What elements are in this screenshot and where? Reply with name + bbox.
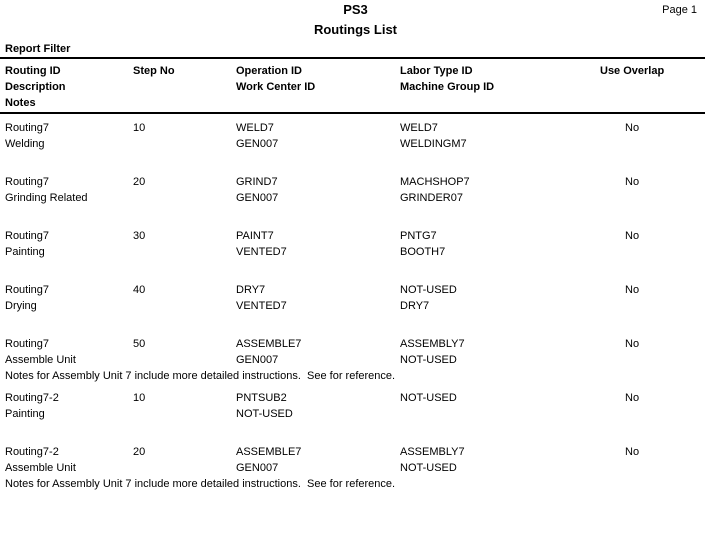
cell-machine-group-id: NOT-USED [400,462,457,474]
cell-routing-id: Routing7-2 [5,446,59,458]
col-header-labor-type-id: Labor Type ID [400,65,473,77]
routing-cell-group [5,336,133,368]
table-row [0,330,711,384]
column-group-step [133,63,236,111]
step-cell-group [133,174,236,206]
cell-labor-type-id: ASSEMBLY7 [400,338,465,350]
cell-use-overlap: No [625,122,640,134]
table-row [0,276,711,330]
report-header [0,0,711,56]
column-group-labor [400,63,600,111]
cell-description: Painting [5,246,45,258]
col-header-step-no: Step No [133,65,175,77]
overlap-cell-group [600,282,705,314]
cell-labor-type-id: NOT-USED [400,392,457,404]
cell-use-overlap: No [625,284,640,296]
cell-work-center-id: GEN007 [236,192,279,204]
col-header-notes: Notes [5,97,36,109]
report-title: PS3 [343,2,368,17]
routing-cell-group [5,390,133,422]
step-cell-group [133,390,236,422]
step-cell-group [133,120,236,152]
operation-cell-group [236,444,400,476]
cell-operation-id: ASSEMBLE7 [236,338,302,350]
cell-use-overlap: No [625,392,640,404]
labor-cell-group [400,174,600,206]
labor-cell-group [400,336,600,368]
routing-cell-group [5,120,133,152]
cell-notes [0,314,711,330]
col-header-machine-group-id: Machine Group ID [400,81,495,93]
routing-cell-group [5,174,133,206]
cell-operation-id: PNTSUB2 [236,392,287,404]
cell-work-center-id: GEN007 [236,462,279,474]
labor-cell-group [400,228,600,260]
table-row [0,438,711,492]
operation-cell-group [236,120,400,152]
cell-work-center-id: GEN007 [236,354,279,366]
table-row-fields [0,174,711,206]
operation-cell-group [236,336,400,368]
page-number: Page 1 [662,4,697,16]
table-row [0,168,711,222]
col-header-routing-id: Routing ID [5,65,61,77]
table-row [0,222,711,276]
cell-routing-id: Routing7 [5,230,50,242]
routing-cell-group [5,228,133,260]
cell-notes: Notes for Assembly Unit 7 include more detailed instructions. See for reference. [5,478,396,490]
cell-machine-group-id: WELDINGM7 [400,138,467,150]
step-cell-group [133,444,236,476]
cell-step-no: 50 [133,338,146,350]
cell-operation-id: DRY7 [236,284,266,296]
table-body [0,114,711,492]
cell-work-center-id: VENTED7 [236,246,287,258]
col-header-use-overlap: Use Overlap [600,65,665,77]
column-group-routing [5,63,133,111]
table-row-fields [0,336,711,368]
labor-cell-group [400,120,600,152]
overlap-cell-group [600,444,705,476]
cell-routing-id: Routing7 [5,284,50,296]
cell-labor-type-id: NOT-USED [400,284,457,296]
cell-notes: Notes for Assembly Unit 7 include more detailed instructions. See for reference. [5,370,396,382]
cell-step-no: 20 [133,176,146,188]
labor-cell-group [400,282,600,314]
table-row-fields [0,390,711,422]
operation-cell-group [236,282,400,314]
col-header-operation-id: Operation ID [236,65,303,77]
table-row-fields [0,444,711,476]
labor-cell-group [400,444,600,476]
cell-step-no: 20 [133,446,146,458]
table-row-fields [0,120,711,152]
cell-step-no: 10 [133,392,146,404]
cell-operation-id: ASSEMBLE7 [236,446,302,458]
step-cell-group [133,228,236,260]
cell-routing-id: Routing7-2 [5,392,59,404]
cell-description: Welding [5,138,45,150]
cell-notes [0,206,711,222]
cell-description: Assemble Unit [5,354,76,366]
cell-step-no: 30 [133,230,146,242]
cell-description: Assemble Unit [5,462,76,474]
report-filter-label: Report Filter [5,43,71,55]
cell-work-center-id: VENTED7 [236,300,287,312]
overlap-cell-group [600,120,705,152]
operation-cell-group [236,228,400,260]
cell-labor-type-id: ASSEMBLY7 [400,446,465,458]
table-row-fields [0,282,711,314]
cell-labor-type-id: WELD7 [400,122,438,134]
col-header-work-center-id: Work Center ID [236,81,316,93]
cell-machine-group-id: GRINDER07 [400,192,463,204]
table-row [0,384,711,438]
cell-machine-group-id: NOT-USED [400,354,457,366]
cell-labor-type-id: MACHSHOP7 [400,176,470,188]
cell-use-overlap: No [625,338,640,350]
cell-operation-id: GRIND7 [236,176,278,188]
operation-cell-group [236,174,400,206]
column-group-overlap [600,63,705,111]
routing-cell-group [5,444,133,476]
cell-description: Drying [5,300,37,312]
labor-cell-group [400,390,600,422]
cell-labor-type-id: PNTG7 [400,230,437,242]
cell-use-overlap: No [625,446,640,458]
step-cell-group [133,282,236,314]
overlap-cell-group [600,390,705,422]
cell-routing-id: Routing7 [5,176,50,188]
cell-notes [0,260,711,276]
cell-notes [0,152,711,168]
cell-notes [0,422,711,438]
col-header-description: Description [5,81,66,93]
cell-step-no: 10 [133,122,146,134]
cell-description: Painting [5,408,45,420]
cell-operation-id: WELD7 [236,122,274,134]
overlap-cell-group [600,336,705,368]
cell-description: Grinding Related [5,192,88,204]
report-subtitle: Routings List [313,22,398,37]
overlap-cell-group [600,228,705,260]
operation-cell-group [236,390,400,422]
cell-work-center-id: GEN007 [236,138,279,150]
table-column-headers [0,59,711,111]
cell-step-no: 40 [133,284,146,296]
cell-use-overlap: No [625,230,640,242]
cell-routing-id: Routing7 [5,338,50,350]
table-row-fields [0,228,711,260]
cell-operation-id: PAINT7 [236,230,274,242]
cell-machine-group-id: DRY7 [400,300,430,312]
step-cell-group [133,336,236,368]
routing-cell-group [5,282,133,314]
cell-use-overlap: No [625,176,640,188]
cell-routing-id: Routing7 [5,122,50,134]
column-group-operation [236,63,400,111]
table-row [0,114,711,168]
cell-machine-group-id: BOOTH7 [400,246,446,258]
cell-work-center-id: NOT-USED [236,408,293,420]
overlap-cell-group [600,174,705,206]
